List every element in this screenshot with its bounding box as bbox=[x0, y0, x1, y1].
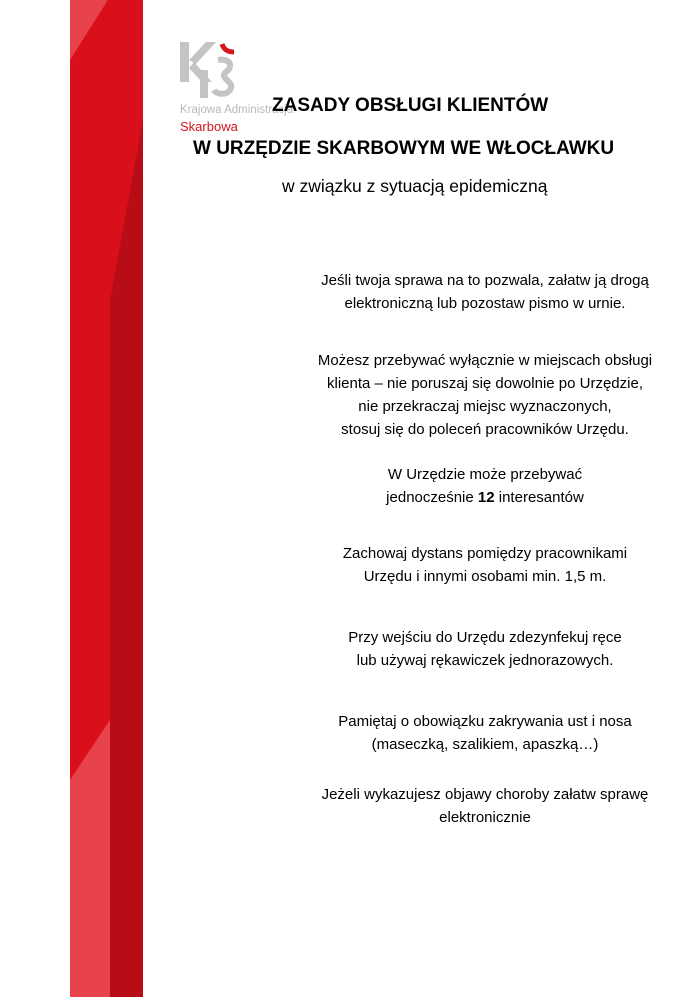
visitor-count: 12 bbox=[477, 489, 495, 506]
rule-face-cover bbox=[290, 710, 680, 756]
rule-line: W Urzędzie może przebywać bbox=[387, 466, 583, 483]
rule-line: nie przekraczaj miejsc wyznaczonych, bbox=[358, 398, 612, 415]
rule-service-areas bbox=[290, 349, 680, 441]
red-band-shading bbox=[70, 0, 143, 997]
rule-line: Możesz przebywać wyłącznie w miejscach obsługi bbox=[317, 352, 653, 369]
band-facet-right-dark bbox=[110, 120, 143, 997]
rule-text: jednocześnie bbox=[386, 489, 478, 506]
rule-line: (maseczką, szalikiem, apaszką…) bbox=[371, 736, 599, 753]
decorative-red-band bbox=[70, 0, 143, 997]
rule-visitor-limit bbox=[290, 463, 680, 509]
rule-line: Jeśli twoja sprawa na to pozwala, załatw ją drogą bbox=[321, 272, 649, 289]
rule-symptoms bbox=[290, 783, 680, 829]
rule-disinfection bbox=[290, 626, 680, 672]
kas-logo-icon bbox=[178, 40, 240, 100]
logo-text-line2: Skarbowa bbox=[180, 119, 238, 134]
kas-logo bbox=[178, 40, 294, 140]
notice-title-line2: W URZĘDZIE SKARBOWYM WE WŁOCŁAWKU bbox=[193, 138, 615, 159]
rule-line: stosuj się do poleceń pracowników Urzędu. bbox=[341, 421, 629, 438]
rule-electronic-matters bbox=[290, 269, 680, 315]
rule-text: interesantów bbox=[494, 489, 584, 506]
rule-distance bbox=[290, 542, 680, 588]
notice-title-line1: ZASADY OBSŁUGI KLIENTÓW bbox=[272, 95, 549, 116]
notice-subtitle: w związku z sytuacją epidemiczną bbox=[282, 176, 548, 196]
rule-line: Pamiętaj o obowiązku zakrywania ust i nosa bbox=[338, 713, 632, 730]
rule-line-with-count bbox=[290, 486, 680, 509]
logo-text-line1: Krajowa Administracja bbox=[180, 104, 294, 116]
rule-line: Zachowaj dystans pomiędzy pracownikami bbox=[342, 545, 628, 562]
rule-line: klienta – nie poruszaj się dowolnie po Urzędzie, bbox=[326, 375, 643, 392]
rule-line: elektronicznie bbox=[439, 809, 531, 826]
rule-line: Przy wejściu do Urzędu zdezynfekuj ręce bbox=[348, 629, 622, 646]
rule-line: Jeżeli wykazujesz objawy choroby załatw sprawę bbox=[321, 786, 649, 803]
rule-line: Urzędu i innymi osobami min. 1,5 m. bbox=[363, 568, 607, 585]
rule-line: elektroniczną lub pozostaw pismo w urnie. bbox=[344, 295, 626, 312]
rule-line: lub używaj rękawiczek jednorazowych. bbox=[356, 652, 614, 669]
